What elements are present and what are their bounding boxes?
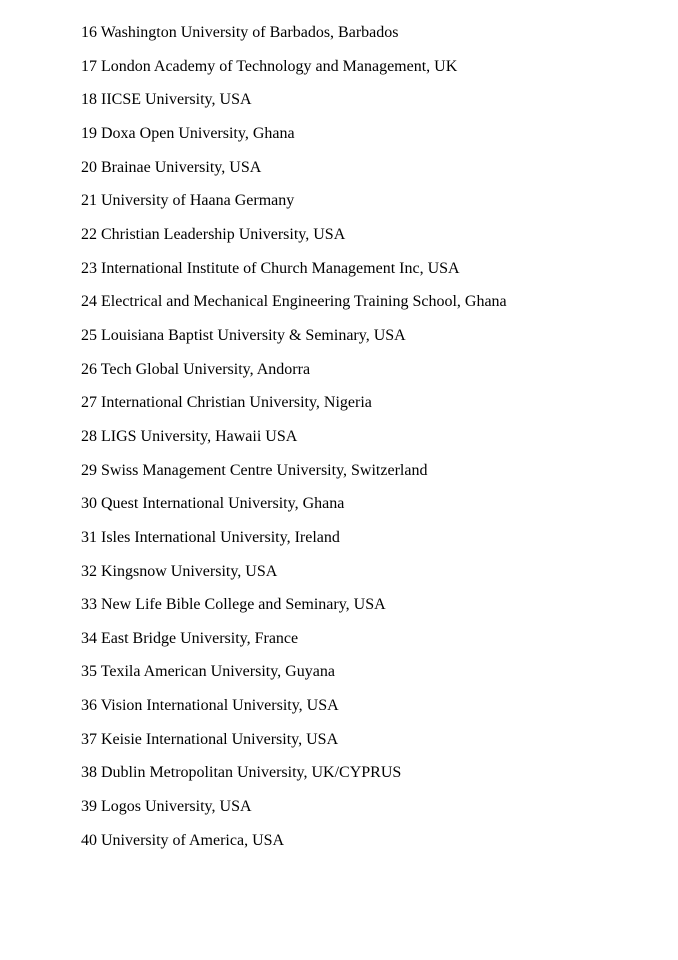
university-list	[81, 16, 658, 857]
list-item: 20 Brainae University, USA	[81, 158, 262, 176]
list-item: 36 Vision International University, USA	[81, 697, 339, 715]
list-item: 24 Electrical and Mechanical Engineering Training School, Ghana	[81, 293, 507, 311]
list-item: 37 Keisie International University, USA	[81, 730, 339, 748]
list-item: 38 Dublin Metropolitan University, UK/CYPRUS	[81, 764, 402, 782]
list-item: 18 IICSE University, USA	[81, 91, 252, 109]
list-item: 27 International Christian University, Nigeria	[81, 394, 372, 412]
list-item: 33 New Life Bible College and Seminary, USA	[81, 596, 386, 614]
list-item: 35 Texila American University, Guyana	[81, 663, 335, 681]
list-item: 22 Christian Leadership University, USA	[81, 225, 346, 243]
list-item: 30 Quest International University, Ghana	[81, 495, 345, 513]
list-item: 31 Isles International University, Ireland	[81, 528, 340, 546]
list-item: 39 Logos University, USA	[81, 798, 252, 816]
list-item: 19 Doxa Open University, Ghana	[81, 124, 295, 142]
list-item: 28 LIGS University, Hawaii USA	[81, 427, 298, 445]
list-item: 26 Tech Global University, Andorra	[81, 360, 311, 378]
list-item: 29 Swiss Management Centre University, Switzerland	[81, 461, 428, 479]
list-item: 40 University of America, USA	[81, 831, 285, 849]
list-item: 23 International Institute of Church Management Inc, USA	[81, 259, 460, 277]
list-item: 21 University of Haana Germany	[81, 192, 295, 210]
list-item: 32 Kingsnow University, USA	[81, 562, 278, 580]
list-item: 34 East Bridge University, France	[81, 629, 299, 647]
list-item: 17 London Academy of Technology and Management, UK	[81, 57, 458, 75]
list-item: 25 Louisiana Baptist University & Seminary, USA	[81, 326, 406, 344]
list-item: 16 Washington University of Barbados, Barbados	[81, 24, 399, 41]
